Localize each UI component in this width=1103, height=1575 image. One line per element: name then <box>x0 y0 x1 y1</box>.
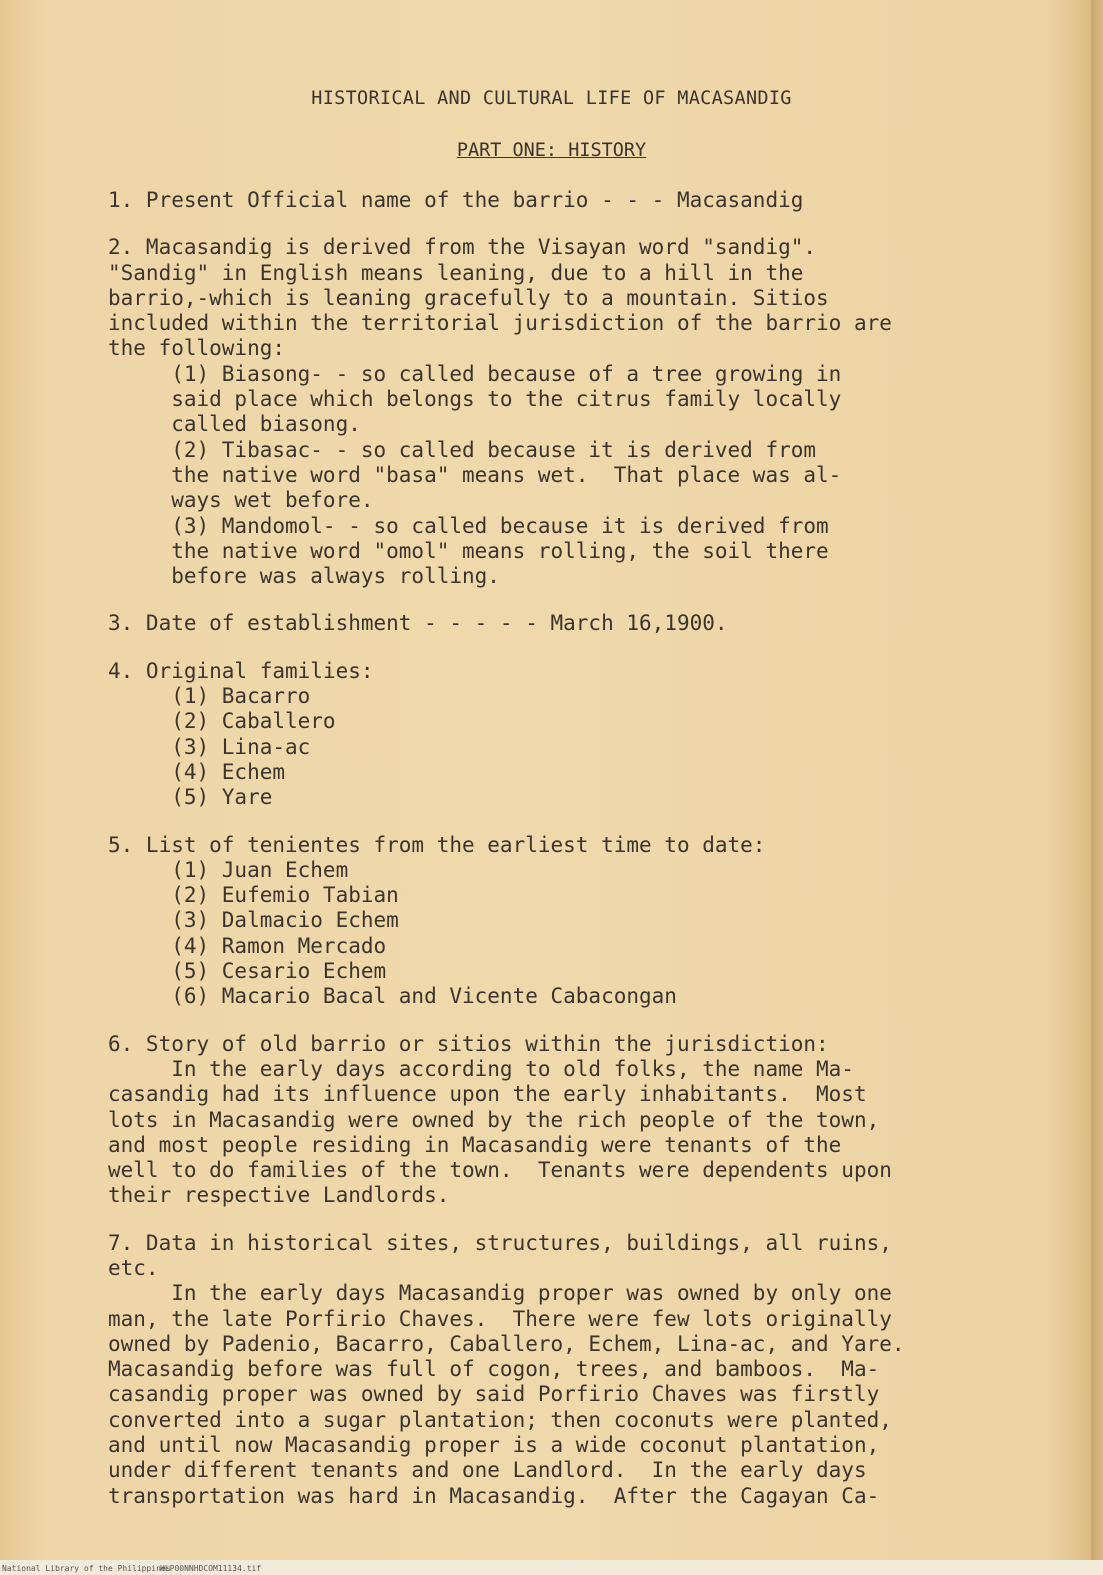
text-line: called biasong. <box>108 412 361 437</box>
section-3 <box>108 611 1068 636</box>
text-line: said place which belongs to the citrus family locally <box>108 387 842 412</box>
text-line: included within the territorial jurisdiction of the barrio are <box>108 311 892 336</box>
text-line: man, the late Porfirio Chaves. There were few lots originally <box>108 1306 892 1331</box>
document-body <box>108 188 1068 1509</box>
page-edge <box>1091 0 1103 1575</box>
text-line: (5) Cesario Echem <box>108 959 387 984</box>
text-line: converted into a sugar plantation; then coconuts were planted, <box>108 1407 892 1432</box>
text-line: "Sandig" in English means leaning, due to a hill in the <box>108 260 804 285</box>
document-subtitle: PART ONE: HISTORY <box>456 140 647 161</box>
text-line: owned by Padenio, Bacarro, Caballero, Echem, Lina-ac, and Yare. <box>108 1331 905 1356</box>
text-line: the native word "basa" means wet. That place was al- <box>108 462 842 487</box>
text-line: casandig had its influence upon the early inhabitants. Most <box>108 1082 867 1107</box>
scan-footer-strip <box>0 1560 1103 1575</box>
section-4 <box>108 659 1068 811</box>
text-line: In the early days Macasandig proper was owned by only one <box>108 1281 892 1306</box>
text-line: (4) Ramon Mercado <box>108 933 387 958</box>
text-line: (6) Macario Bacal and Vicente Cabacongan <box>108 984 677 1009</box>
text-line: 5. List of tenientes from the earliest time to date: <box>108 832 766 857</box>
text-line: 4. Original families: <box>108 658 374 683</box>
text-line: (3) Mandomol- - so called because it is derived from <box>108 513 829 538</box>
text-line: under different tenants and one Landlord. In the early days <box>108 1458 867 1483</box>
text-line: the following: <box>108 336 286 361</box>
section-5 <box>108 833 1068 1010</box>
text-line: Macasandig before was full of cogon, trees, and bamboos. Ma- <box>108 1357 880 1382</box>
section-6 <box>108 1032 1068 1209</box>
text-line: (4) Echem <box>108 759 286 784</box>
text-line: transportation was hard in Macasandig. After the Cagayan Ca- <box>108 1483 880 1508</box>
text-line: 1. Present Official name of the barrio - - - Macasandig <box>108 188 804 212</box>
scan-filename: HLP00NNHDCOM11134.tif <box>160 1564 262 1573</box>
text-line: (1) Biasong- - so called because of a tree growing in <box>108 361 842 386</box>
text-line: well to do families of the town. Tenants were dependents upon <box>108 1158 892 1183</box>
library-credit: National Library of the Philippines <box>2 1564 171 1573</box>
text-line: their respective Landlords. <box>108 1183 450 1208</box>
text-line: barrio,-which is leaning gracefully to a mountain. Sitios <box>108 285 829 310</box>
text-line: (5) Yare <box>108 785 273 810</box>
text-line: (2) Tibasac- - so called because it is derived from <box>108 437 817 462</box>
text-line: before was always rolling. <box>108 564 500 589</box>
text-line: In the early days according to old folks, the name Ma- <box>108 1056 854 1081</box>
text-line: and until now Macasandig proper is a wide coconut plantation, <box>108 1433 880 1458</box>
section-7 <box>108 1231 1068 1509</box>
text-line: and most people residing in Macasandig were tenants of the <box>108 1132 842 1157</box>
text-line: 2. Macasandig is derived from the Visayan word "sandig". <box>108 235 817 260</box>
text-line: 7. Data in historical sites, structures, buildings, all ruins, <box>108 1230 892 1255</box>
section-2 <box>108 235 1068 589</box>
text-line: (1) Bacarro <box>108 684 311 709</box>
text-line: 3. Date of establishment - - - - - March 16,1900. <box>108 611 728 636</box>
text-line: (1) Juan Echem <box>108 857 349 882</box>
text-line: (2) Eufemio Tabian <box>108 883 399 908</box>
text-line: ways wet before. <box>108 488 374 513</box>
text-line: casandig proper was owned by said Porfirio Chaves was firstly <box>108 1382 880 1407</box>
text-line: (2) Caballero <box>108 709 336 734</box>
text-line: lots in Macasandig were owned by the rich people of the town, <box>108 1107 880 1132</box>
text-line: (3) Dalmacio Echem <box>108 908 399 933</box>
text-line: etc. <box>108 1255 159 1280</box>
text-line: the native word "omol" means rolling, the soil there <box>108 538 829 563</box>
text-line: (3) Lina-ac <box>108 734 311 759</box>
text-line: 6. Story of old barrio or sitios within the jurisdiction: <box>108 1031 829 1056</box>
section-1 <box>108 188 1068 213</box>
document-title: HISTORICAL AND CULTURAL LIFE OF MACASANDIG <box>311 88 792 109</box>
